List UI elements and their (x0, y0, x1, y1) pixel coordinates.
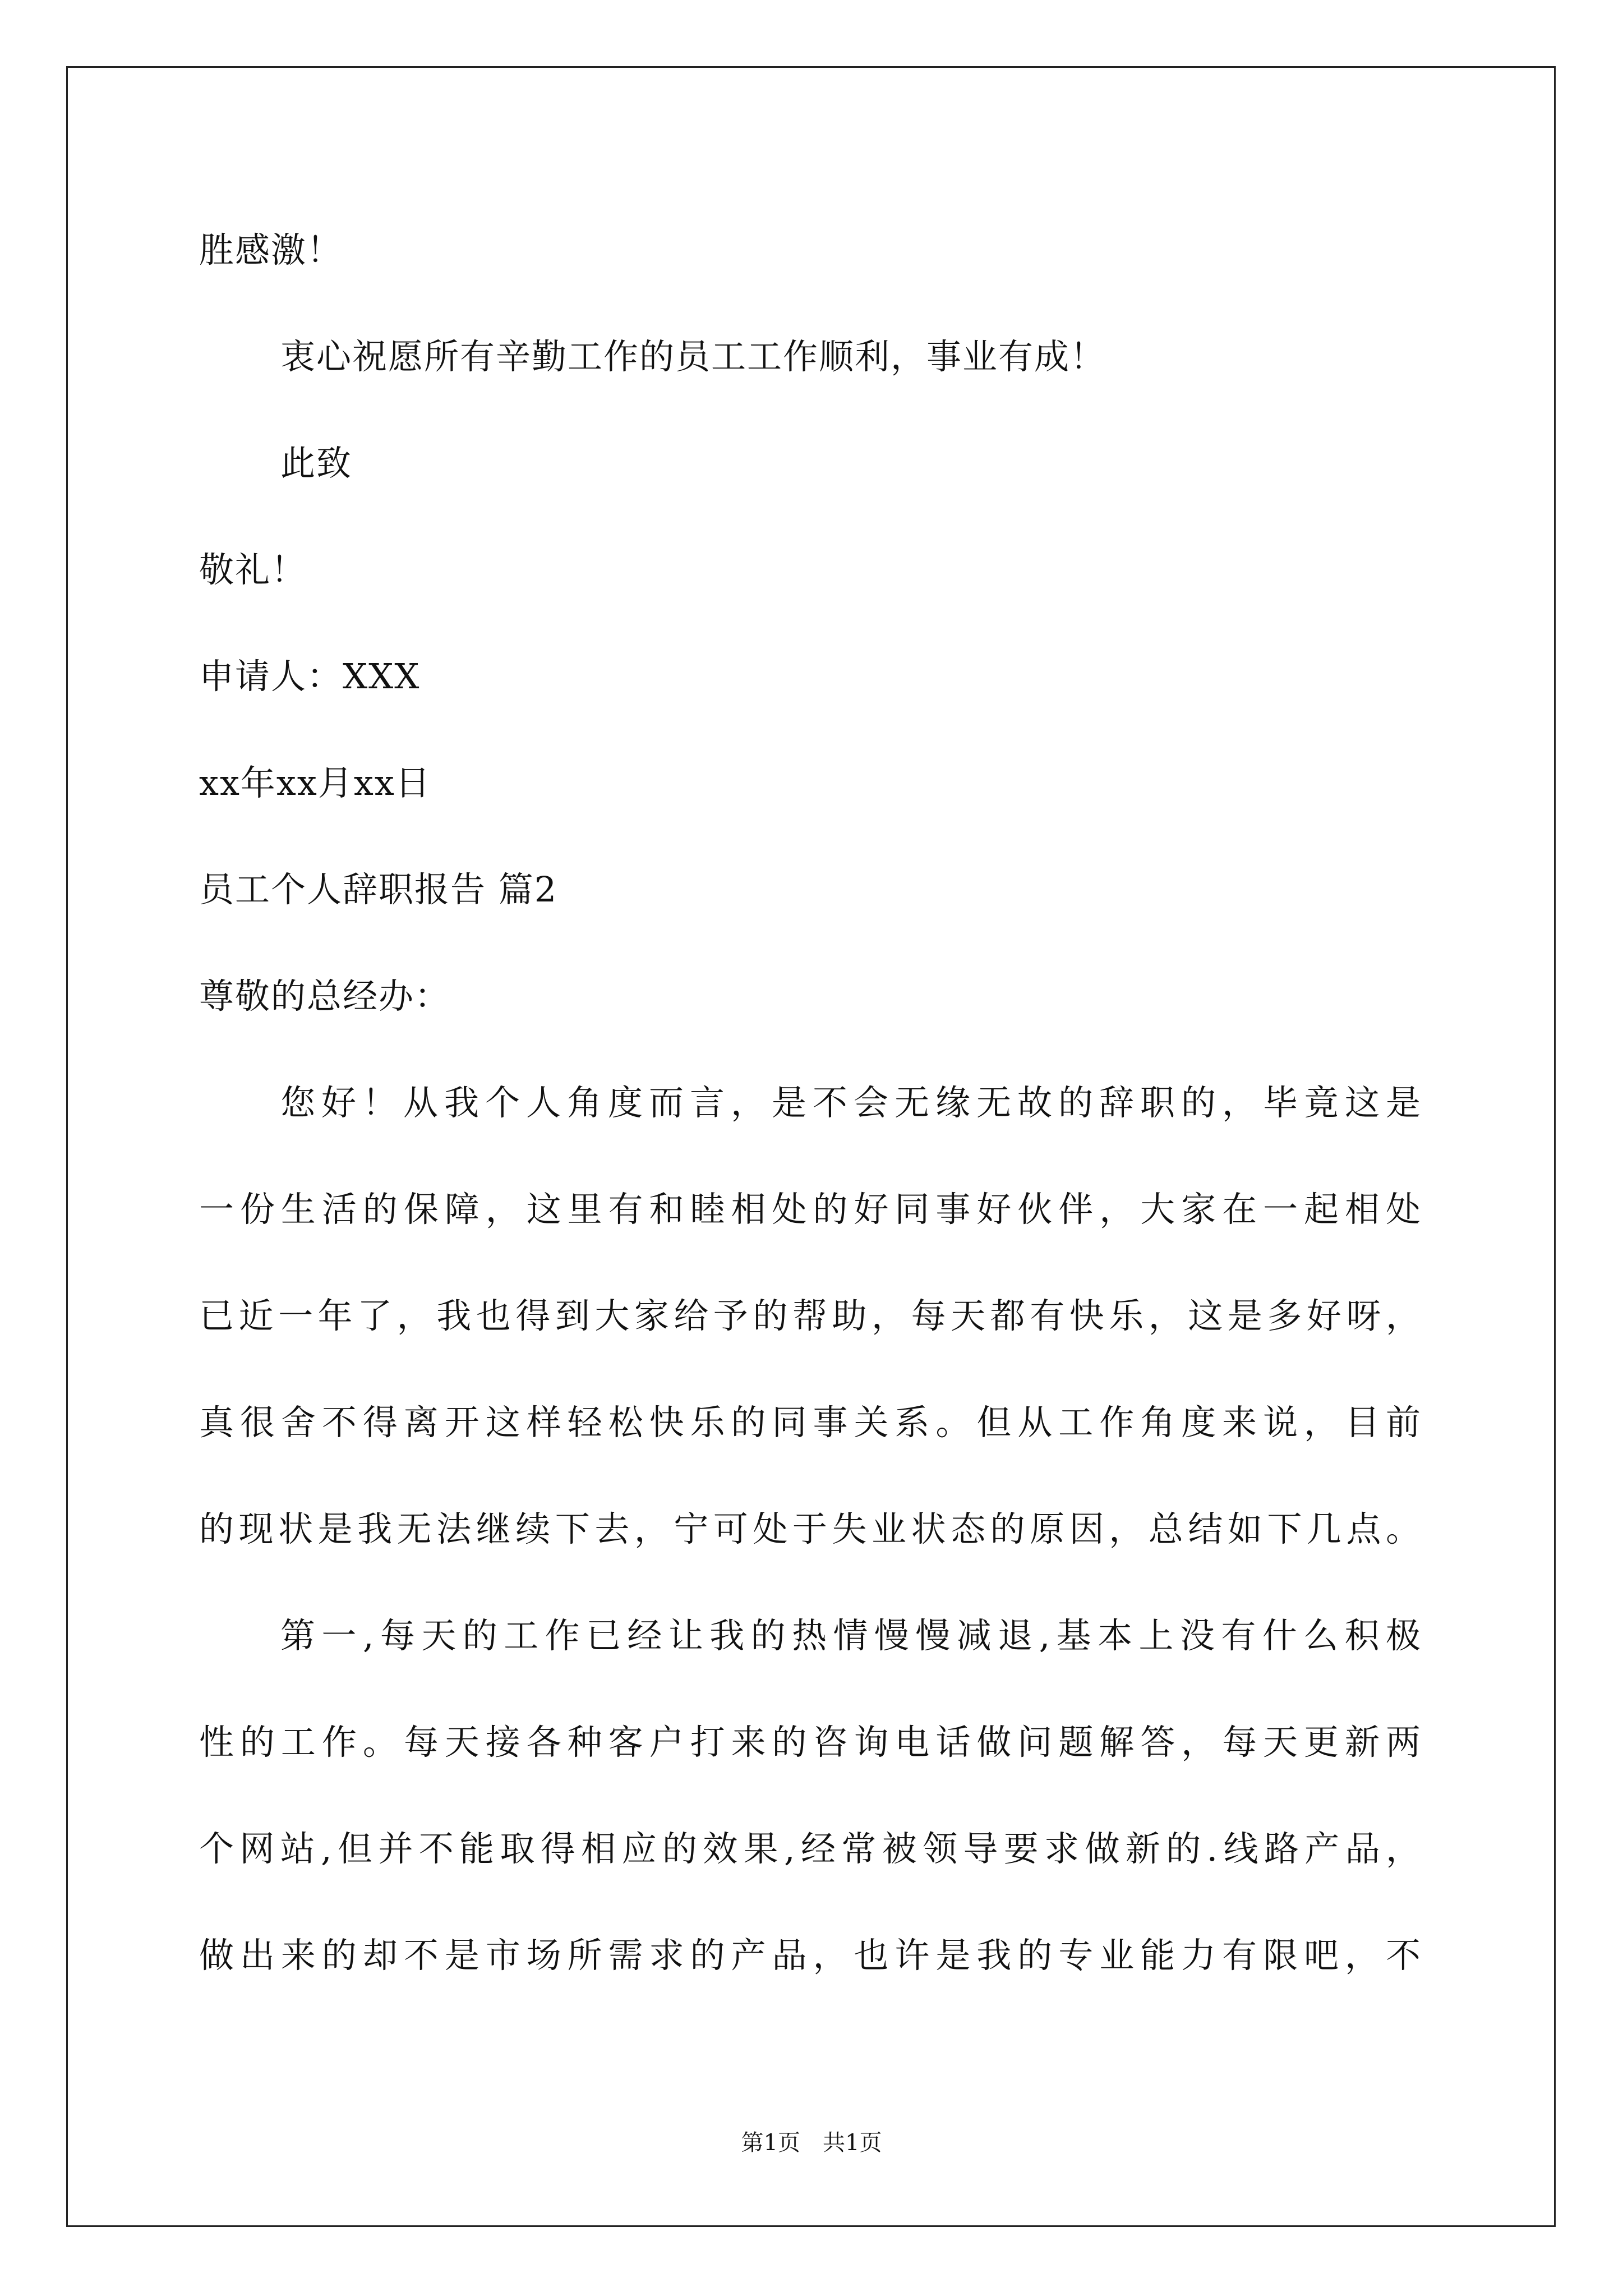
text-line-6: xx年xx月xx日 (199, 762, 431, 803)
body-line-1: 您好！从我个人角度而言，是不会无缘无故的辞职的，毕竟这是 (280, 1082, 1422, 1123)
text-line-2: 衷心祝愿所有辛勤工作的员工工作顺利，事业有成！ (280, 336, 1106, 377)
body-line-4: 真很舍不得离开这样轻松快乐的同事关系。但从工作角度来说，目前 (199, 1402, 1422, 1443)
body-line-3: 已近一年了，我也得到大家给予的帮助，每天都有快乐，这是多好呀， (199, 1295, 1422, 1336)
body-line-9: 做出来的却不是市场所需求的产品，也许是我的专业能力有限吧，不 (199, 1935, 1422, 1976)
page-border (66, 66, 1556, 2227)
text-line-3: 此致 (280, 443, 353, 484)
text-line-4: 敬礼！ (199, 549, 307, 590)
text-line-5: 申请人：XXX (199, 656, 421, 697)
body-line-7: 性的工作。每天接各种客户打来的咨询电话做问题解答，每天更新两 (199, 1722, 1422, 1763)
body-line-8: 个网站,但并不能取得相应的效果,经常被领导要求做新的.线路产品， (199, 1828, 1422, 1869)
text-line-1: 胜感激！ (199, 229, 343, 270)
body-line-6: 第一,每天的工作已经让我的热情慢慢减退,基本上没有什么积极 (280, 1615, 1422, 1656)
page-number-footer: 第1页 共1页 (741, 2130, 882, 2156)
section-heading: 员工个人辞职报告 篇2 (199, 869, 558, 910)
salutation: 尊敬的总经办： (199, 976, 451, 1016)
body-line-2: 一份生活的保障，这里有和睦相处的好同事好伙伴，大家在一起相处 (199, 1189, 1422, 1230)
body-line-5: 的现状是我无法继续下去，宁可处于失业状态的原因，总结如下几点。 (199, 1508, 1422, 1549)
